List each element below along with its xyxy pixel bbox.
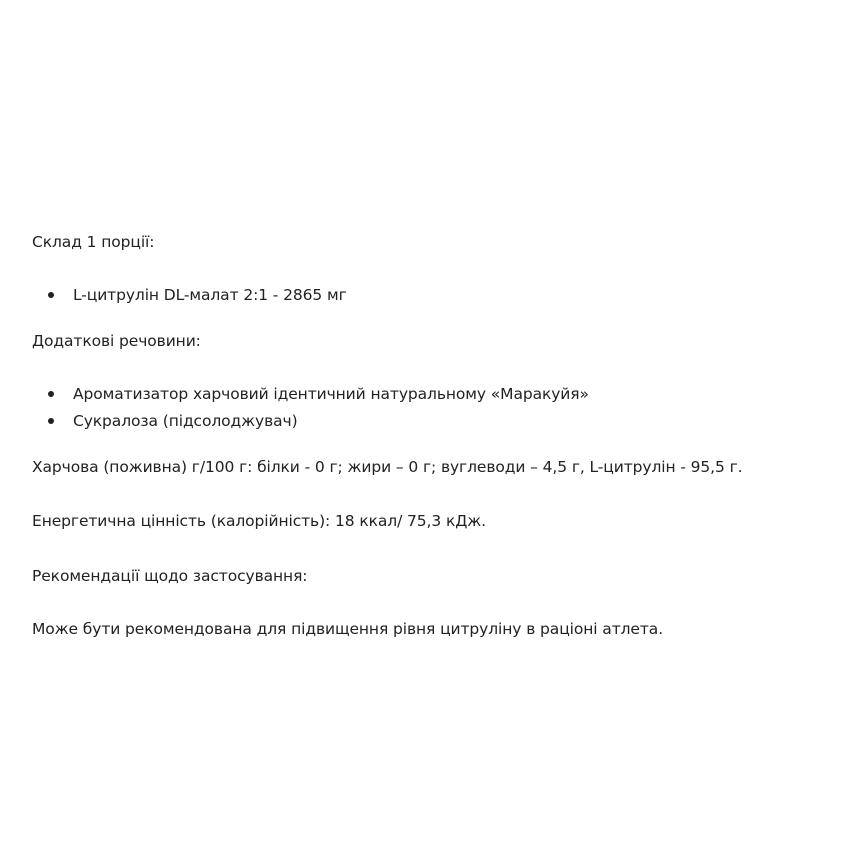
composition-heading: Склад 1 порції: [32, 233, 155, 251]
bullet-icon [48, 292, 54, 298]
nutrition-text: Харчова (поживна) г/100 г: білки - 0 г; жири – 0 г; вуглеводи – 4,5 г, L-цитрулін - 95,5 г. [32, 458, 743, 476]
additional-heading: Додаткові речовини: [32, 332, 201, 350]
bullet-icon [48, 418, 54, 424]
bullet-icon [48, 391, 54, 397]
recommendations-heading: Рекомендації щодо застосування: [32, 567, 308, 585]
recommendations-text: Може бути рекомендована для підвищення рівня цитруліну в раціоні атлета. [32, 620, 664, 638]
additional-item: Сукралоза (підсолоджувач) [73, 412, 298, 430]
additional-item: Ароматизатор харчовий ідентичний натуральному «Маракуйя» [73, 385, 589, 403]
composition-item: L-цитрулін DL-малат 2:1 - 2865 мг [73, 286, 347, 304]
energy-text: Енергетична цінність (калорійність): 18 ккал/ 75,3 кДж. [32, 512, 486, 530]
